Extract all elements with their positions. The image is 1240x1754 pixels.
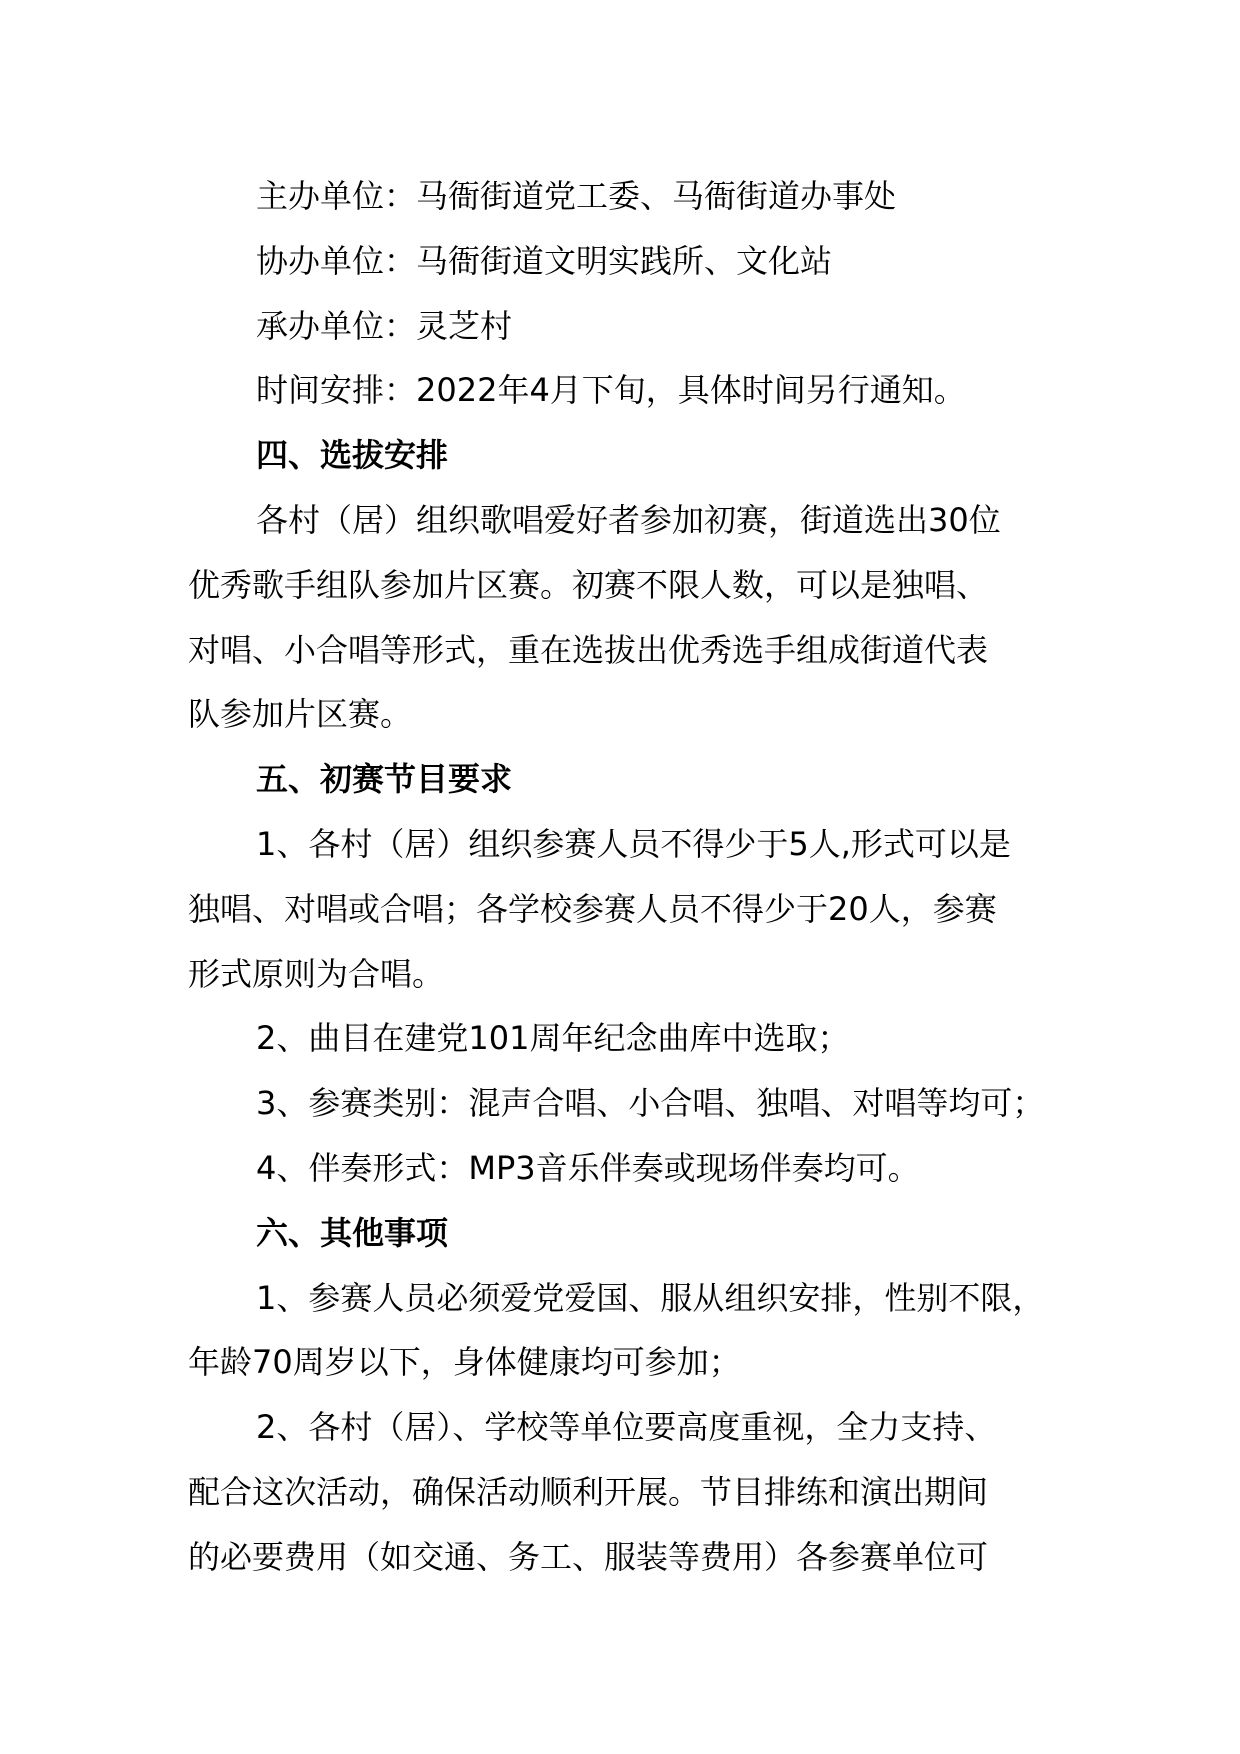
paragraph-line: 对唱、小合唱等形式，重在选拔出优秀选手组成街道代表 <box>188 631 989 669</box>
paragraph-line: 2、各村（居）、学校等单位要高度重视，全力支持、 <box>256 1408 997 1446</box>
paragraph-line: 4、伴奏形式：MP3音乐伴奏或现场伴奏均可。 <box>256 1149 920 1187</box>
section-heading-requirements: 五、初赛节目要求 <box>256 760 513 798</box>
paragraph-line: 年龄70周岁以下，身体健康均可参加； <box>188 1343 741 1381</box>
paragraph-line: 队参加片区赛。 <box>188 695 413 733</box>
paragraph-line: 形式原则为合唱。 <box>188 955 445 993</box>
paragraph-line: 1、各村（居）组织参赛人员不得少于5人,形式可以是 <box>256 825 1011 863</box>
section-heading-other: 六、其他事项 <box>256 1214 449 1252</box>
schedule-line: 时间安排：2022年4月下旬，具体时间另行通知。 <box>256 371 966 409</box>
paragraph-line: 各村（居）组织歌唱爱好者参加初赛，街道选出30位 <box>256 501 1001 539</box>
co-organizer-line: 协办单位：马衙街道文明实践所、文化站 <box>256 242 833 280</box>
paragraph-line: 优秀歌手组队参加片区赛。初赛不限人数，可以是独唱、 <box>188 566 989 604</box>
section-heading-selection: 四、选拔安排 <box>256 436 449 474</box>
organizer-line: 主办单位：马衙街道党工委、马衙街道办事处 <box>256 177 897 215</box>
paragraph-line: 3、参赛类别：混声合唱、小合唱、独唱、对唱等均可； <box>256 1084 1045 1122</box>
paragraph-line: 2、曲目在建党101周年纪念曲库中选取； <box>256 1019 850 1057</box>
paragraph-line: 独唱、对唱或合唱；各学校参赛人员不得少于20人，参赛 <box>188 890 997 928</box>
host-unit-line: 承办单位：灵芝村 <box>256 307 513 345</box>
paragraph-line: 的必要费用（如交通、务工、服装等费用）各参赛单位可 <box>188 1538 989 1576</box>
paragraph-line: 配合这次活动，确保活动顺利开展。节目排练和演出期间 <box>188 1473 989 1511</box>
paragraph-line: 1、参赛人员必须爱党爱国、服从组织安排，性别不限， <box>256 1279 1045 1317</box>
